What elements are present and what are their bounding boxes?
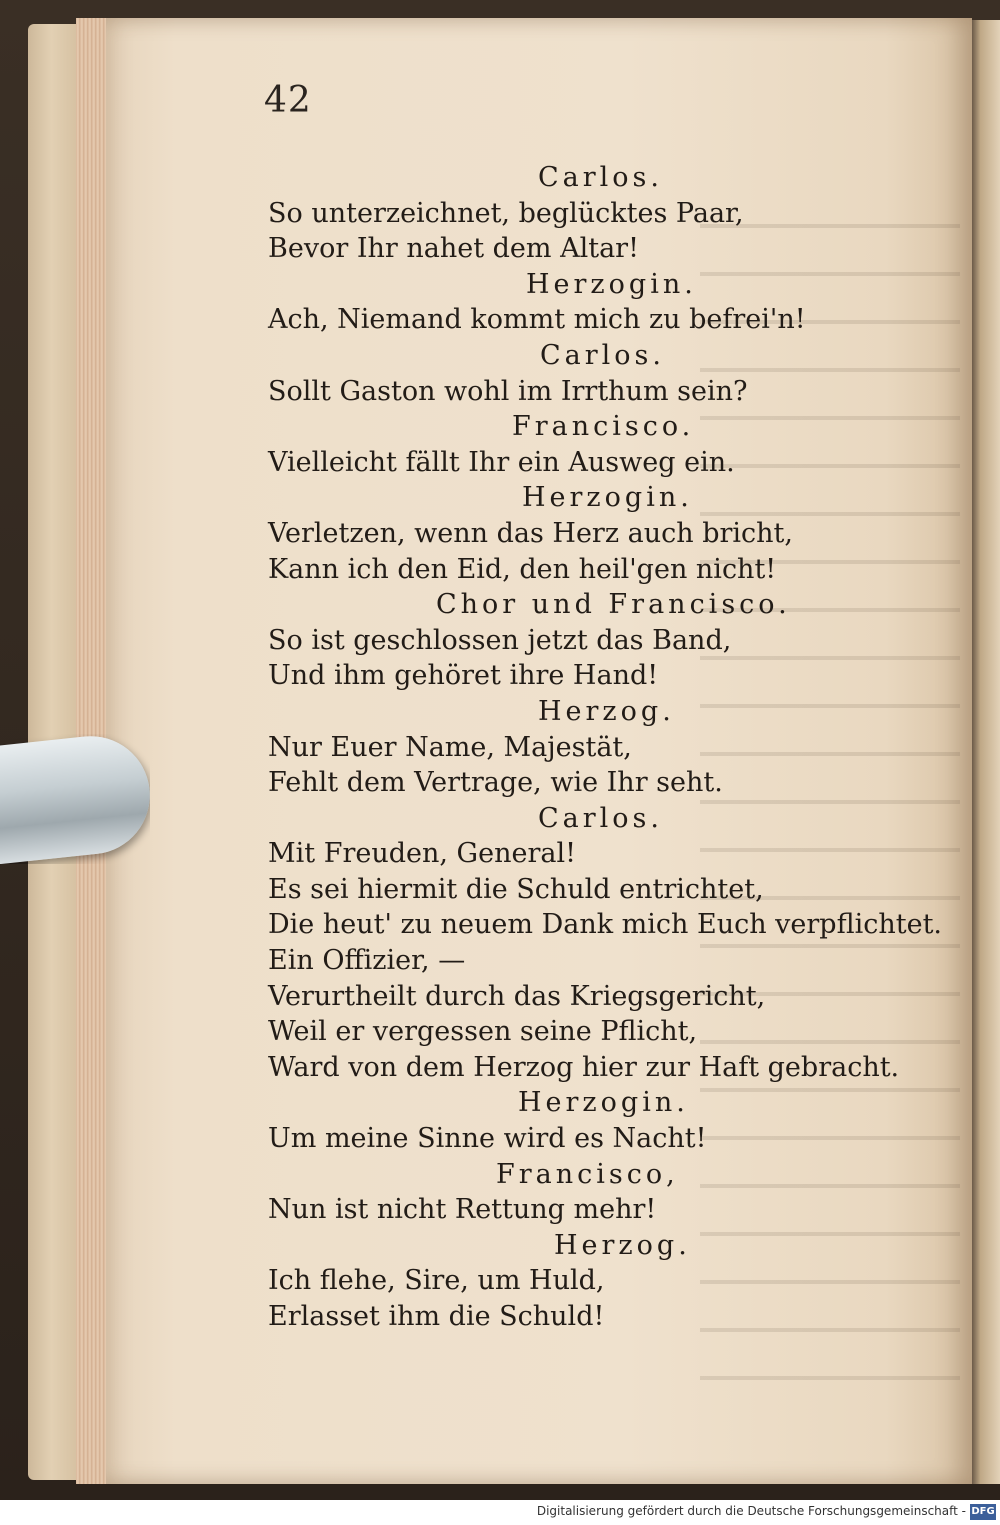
- speaker-name: Herzogin.: [518, 1087, 689, 1119]
- verse-line: Weil er vergessen seine Pflicht,: [268, 1016, 698, 1048]
- speaker-name: Carlos.: [538, 802, 663, 834]
- verse-line: Ich flehe, Sire, um Huld,: [268, 1265, 605, 1297]
- verse-line: Vielleicht fällt Ihr ein Ausweg ein.: [268, 446, 735, 478]
- speaker-name: Herzogin.: [522, 482, 693, 514]
- speaker-name: Carlos.: [538, 162, 663, 193]
- speaker-name: Francisco.: [512, 411, 695, 443]
- page-text: [268, 160, 943, 1335]
- clip-icon: [0, 734, 150, 864]
- facing-page-edge: [972, 20, 1000, 1484]
- verse-line: Erlasset ihm die Schuld!: [268, 1301, 605, 1332]
- verse-line: Bevor Ihr nahet dem Altar!: [268, 233, 639, 265]
- verse-line: Nur Euer Name, Majestät,: [268, 731, 632, 763]
- page-holder-clip: [0, 734, 150, 864]
- verse-line: So ist geschlossen jetzt das Band,: [268, 624, 732, 656]
- verse-line: So unterzeichnet, beglücktes Paar,: [268, 197, 744, 229]
- speaker-name: Francisco,: [496, 1158, 679, 1190]
- verse-line: Es sei hiermit die Schuld entrichtet,: [268, 873, 764, 905]
- verse-line: Verletzen, wenn das Herz auch bricht,: [268, 517, 793, 549]
- footer-credit: Digitalisierung gefördert durch die Deutsche Forschungsgemeinschaft -: [536, 1504, 966, 1518]
- speaker-name: Carlos.: [540, 339, 665, 371]
- page-number: 42: [264, 80, 312, 121]
- verse-line: Kann ich den Eid, den heil'gen nicht!: [268, 553, 777, 585]
- verse-line: Ein Offizier, —: [268, 945, 466, 977]
- verse-line: Sollt Gaston wohl im Irrthum sein?: [268, 375, 748, 407]
- dfg-logo-icon: DFG: [970, 1504, 996, 1520]
- verse-line: Die heut' zu neuem Dank mich Euch verpflichtet.: [268, 909, 943, 941]
- speaker-name: Herzogin.: [526, 268, 697, 300]
- verse-line: Und ihm gehöret ihre Hand!: [268, 660, 659, 692]
- verse-line: Verurtheilt durch das Kriegsgericht,: [268, 980, 766, 1012]
- verse-line: Um meine Sinne wird es Nacht!: [268, 1123, 707, 1155]
- speaker-name: Herzog.: [538, 695, 675, 727]
- verse-line: Mit Freuden, General!: [268, 838, 576, 870]
- footer-bar: [0, 1500, 1000, 1525]
- verse-line: Fehlt dem Vertrage, wie Ihr seht.: [268, 767, 723, 799]
- verse-line: Nun ist nicht Rettung mehr!: [268, 1194, 657, 1226]
- verse-line: Ward von dem Herzog hier zur Haft gebracht.: [268, 1051, 900, 1083]
- speaker-name: Herzog.: [554, 1229, 691, 1261]
- speaker-name: Chor und Francisco.: [436, 589, 791, 621]
- verse-line: Ach, Niemand kommt mich zu befrei'n!: [268, 304, 806, 336]
